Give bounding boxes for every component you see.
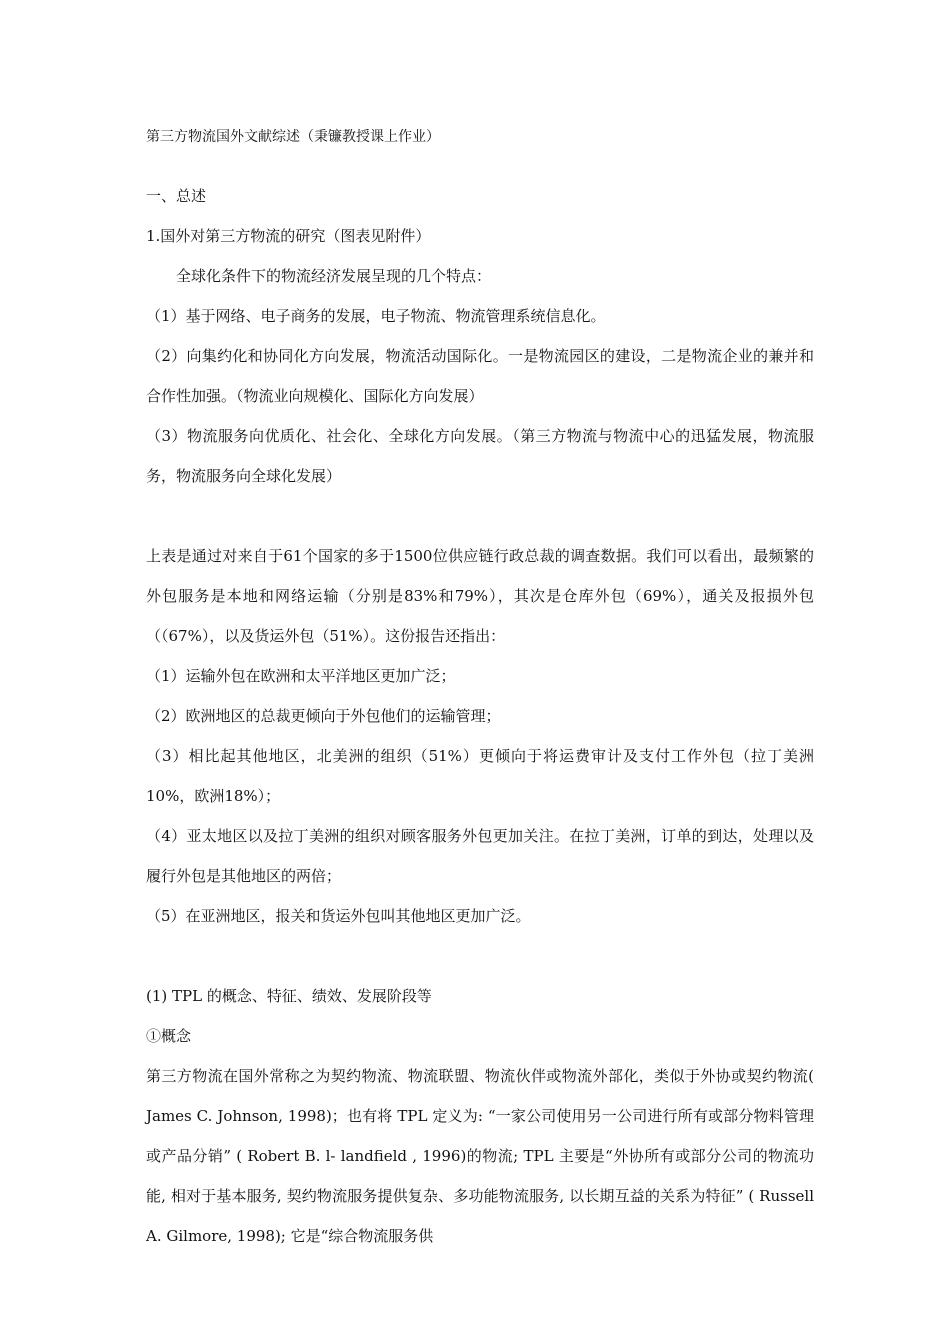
concept-paragraph: 第三方物流在国外常称之为契约物流、物流联盟、物流伙伴或物流外部化，类似于外协或契约物流( James C. Johnson, 1998)；也有将 TPL 定义为: “一家公司使用另一公司进行所有或部分物料管理或产品分销” ( Robert B. l- landfield , 1996)的物流; TPL 主要是“外协所有或部分公司的物流功能, 相对于基本服务, 契约物流服务提供复杂、多功能物流服务, 以长期互益的关系为特征” ( Russell A. Gilmore, 1998); 它是“综合物流服务供 bbox=[146, 1067, 814, 1245]
finding-item: （1）运输外包在欧洲和太平洋地区更加广泛； bbox=[146, 667, 456, 685]
paragraph-spacer bbox=[146, 496, 814, 536]
finding-item: （3）相比起其他地区，北美洲的组织（51%）更倾向于将运费审计及支付工作外包（拉丁美洲10%，欧洲18%）； bbox=[146, 747, 814, 805]
intro-paragraph: 全球化条件下的物流经济发展呈现的几个特点： bbox=[176, 267, 492, 285]
feature-item: （1）基于网络、电子商务的发展，电子物流、物流管理系统信息化。 bbox=[146, 307, 606, 325]
tpl-heading: (1) TPL 的概念、特征、绩效、发展阶段等 bbox=[146, 987, 432, 1005]
finding-item: （5）在亚洲地区，报关和货运外包叫其他地区更加广泛。 bbox=[146, 907, 531, 925]
feature-item: （2）向集约化和协同化方向发展，物流活动国际化。一是物流园区的建设，二是物流企业的兼并和合作性加强。（物流业向规模化、国际化方向发展） bbox=[146, 347, 814, 405]
document-body bbox=[146, 124, 814, 1256]
paragraph-spacer bbox=[146, 936, 814, 976]
subsection-heading: 1.国外对第三方物流的研究（图表见附件） bbox=[146, 227, 431, 245]
survey-paragraph: 上表是通过对来自于61个国家的多于1500位供应链行政总裁的调查数据。我们可以看出，最频繁的外包服务是本地和网络运输（分别是83%和79%），其次是仓库外包（69%），通关及报损外包（（67%），以及货运外包（51%）。这份报告还指出： bbox=[146, 547, 814, 645]
finding-item: （4）亚太地区以及拉丁美洲的组织对顾客服务外包更加关注。在拉丁美洲，订单的到达，处理以及履行外包是其他地区的两倍； bbox=[146, 827, 814, 885]
finding-item: （2）欧洲地区的总裁更倾向于外包他们的运输管理； bbox=[146, 707, 501, 725]
concept-heading: ①概念 bbox=[146, 1027, 192, 1045]
section-heading: 一、总述 bbox=[146, 187, 207, 205]
document-title: 第三方物流国外文献综述（秉镰教授课上作业） bbox=[146, 129, 440, 145]
feature-item: （3）物流服务向优质化、社会化、全球化方向发展。（第三方物流与物流中心的迅猛发展，物流服务，物流服务向全球化发展） bbox=[146, 427, 814, 485]
